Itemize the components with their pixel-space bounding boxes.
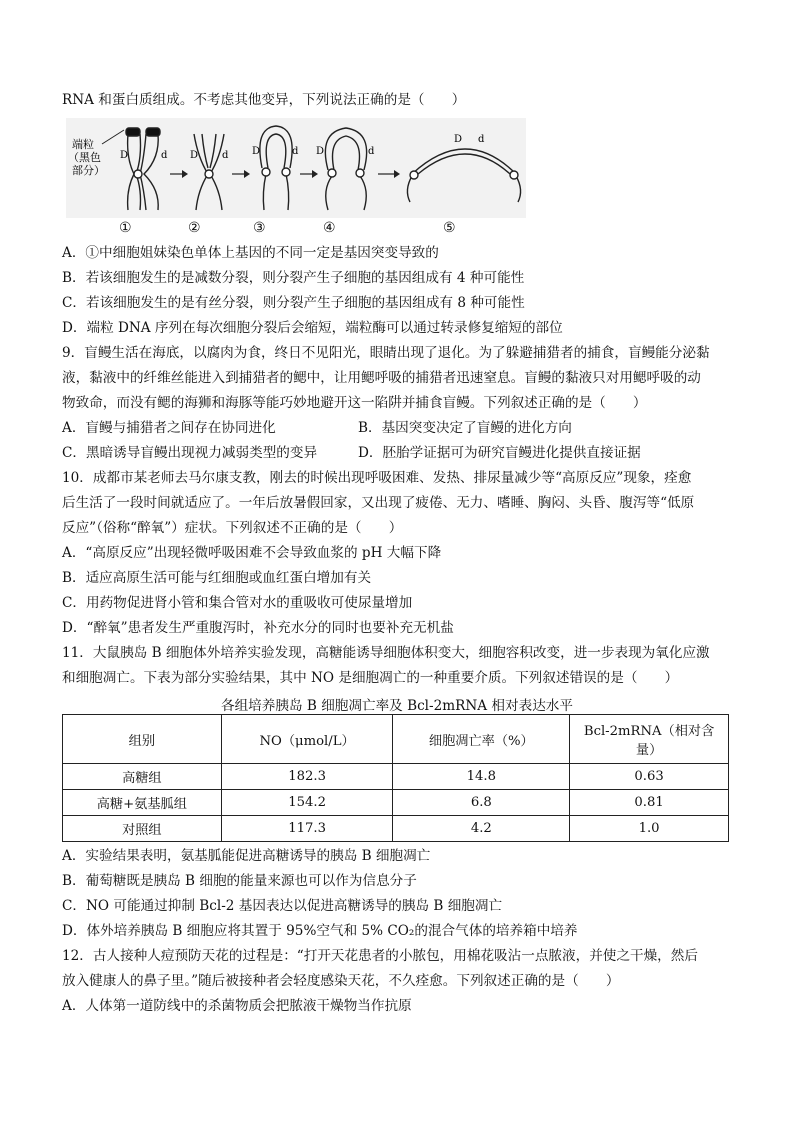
q11-option-b: B．葡萄糖既是胰岛 B 细胞的能量来源也可以作为信息分子 [62, 873, 417, 889]
q9-stem-line-3: 物致命，而没有鳃的海狮和海豚等能巧妙地避开这一陷阱并捕食盲鳗。下列叙述正确的是（ ） [62, 395, 647, 411]
q11-option-d: D．体外培养胰岛 B 细胞应将其置于 95%空气和 5% CO₂的混合气体的培养箱中培养 [62, 923, 578, 939]
header-group: 组别 [63, 715, 222, 764]
stage-label-3: ③ [253, 220, 266, 236]
q9-option-b: B．基因突变决定了盲鳗的进化方向 [358, 420, 572, 436]
q8-option-d: D．端粒 DNA 序列在每次细胞分裂后会缩短，端粒酶可以通过转录修复缩短的部位 [62, 320, 563, 336]
q8-option-c: C．若该细胞发生的是有丝分裂，则分裂产生子细胞的基因组成有 8 种可能性 [62, 295, 525, 311]
stage-label-4: ④ [323, 220, 336, 236]
q8-option-b: B．若该细胞发生的是减数分裂，则分裂产生子细胞的基因组成有 4 种可能性 [62, 270, 525, 286]
table-cell: 154.2 [221, 790, 393, 816]
q9-options-row-1 [62, 419, 572, 437]
telomere-label-line-1: 端粒 [72, 138, 94, 151]
table-header-row [63, 715, 729, 764]
q10-stem-line-3: 反应”（俗称“醉氧”）症状。下列叙述不正确的是（ ） [62, 520, 403, 536]
table-cell: 高糖组 [63, 764, 222, 790]
telomere-label-line-3: 部分） [72, 164, 105, 177]
q9-option-c: C．黑暗诱导盲鳗出现视力减弱类型的变异 [62, 445, 318, 461]
table-cell: 4.2 [393, 816, 570, 842]
header-apoptosis-rate: 细胞凋亡率（%） [393, 715, 570, 764]
stage-label-1: ① [119, 220, 132, 236]
q11-option-a: A．实验结果表明，氨基胍能促进高糖诱导的胰岛 B 细胞凋亡 [62, 848, 431, 864]
q9-options-row-2 [62, 444, 641, 462]
telomere-label-line-2: （黑色 [68, 151, 101, 164]
table-row [63, 790, 729, 816]
table-cell: 6.8 [393, 790, 570, 816]
q12-stem-line-1: 12．古人接种人痘预防天花的过程是：“打开天花患者的小脓包，用棉花吸沾一点脓液，并使之干燥，然后 [62, 948, 698, 964]
q11-option-c: C．NO 可能通过抑制 Bcl-2 基因表达以促进高糖诱导的胰岛 B 细胞凋亡 [62, 898, 503, 914]
stage-label-2: ② [188, 220, 201, 236]
apoptosis-table [62, 714, 729, 842]
table-row [63, 764, 729, 790]
q9-stem-line-1: 9．盲鳗生活在海底，以腐肉为食，终日不见阳光，眼睛出现了退化。为了躲避捕猎者的捕食，盲鳗能分泌黏 [62, 345, 710, 361]
table-cell: 14.8 [393, 764, 570, 790]
stage-5-gene-D: D [454, 134, 463, 145]
stage-5-gene-d: d [478, 134, 485, 145]
stage-label-5: ⑤ [443, 220, 456, 236]
q10-option-b: B．适应高原生活可能与红细胞或血红蛋白增加有关 [62, 570, 372, 586]
stage-1-gene-D: D [120, 150, 129, 161]
q10-option-a: A．“高原反应”出现轻微呼吸困难不会导致血浆的 pH 大幅下降 [62, 545, 442, 561]
q12-option-a: A．人体第一道防线中的杀菌物质会把脓液干燥物当作抗原 [62, 998, 412, 1014]
q12-stem-line-2: 放入健康人的鼻子里。”随后被接种者会轻度感染天花，不久痊愈。下列叙述正确的是（ ） [62, 973, 620, 989]
table-cell: 对照组 [63, 816, 222, 842]
chromosome-telomere-figure [66, 118, 526, 238]
stage-2-gene-D: D [190, 150, 199, 161]
stage-4-gene-D: D [316, 146, 325, 157]
q8-stem-line: RNA 和蛋白质组成。不考虑其他变异，下列说法正确的是（ ） [62, 92, 466, 108]
table-cell: 1.0 [570, 816, 729, 842]
table-cell: 高糖+氨基胍组 [63, 790, 222, 816]
q10-option-d: D．“醉氧”患者发生严重腹泻时，补充水分的同时也要补充无机盐 [62, 620, 454, 636]
q8-option-a: A．①中细胞姐妹染色单体上基因的不同一定是基因突变导致的 [62, 245, 439, 261]
table-cell: 182.3 [221, 764, 393, 790]
q10-stem-line-2: 后生活了一段时间就适应了。一年后放暑假回家，又出现了疲倦、无力、嗜睡、胸闷、头昏、腹泻等“低原 [62, 495, 695, 511]
stage-3-gene-D: D [252, 146, 261, 157]
stage-3-gene-d: d [292, 146, 299, 157]
header-no: NO（μmol/L） [221, 715, 393, 764]
q10-option-c: C．用药物促进肾小管和集合管对水的重吸收可使尿量增加 [62, 595, 413, 611]
table-cell: 117.3 [221, 816, 393, 842]
q11-stem-line-2: 和细胞凋亡。下表为部分实验结果，其中 NO 是细胞凋亡的一种重要介质。下列叙述错误的是（ ） [62, 670, 679, 686]
q9-option-d: D．胚胎学证据可为研究盲鳗进化提供直接证据 [358, 445, 641, 461]
table-cell: 0.63 [570, 764, 729, 790]
q9-stem-line-2: 液，黏液中的纤维丝能进入到捕猎者的鳃中，让用鳃呼吸的捕猎者迅速窒息。盲鳗的黏液只对用鳃呼吸的动 [62, 370, 701, 386]
header-bcl2-mrna: Bcl-2mRNA（相对含量） [570, 715, 729, 764]
q10-stem-line-1: 10．成都市某老师去马尔康支教，刚去的时候出现呼吸困难、发热、排尿量减少等“高原反应”现象，痊愈 [62, 470, 692, 486]
stage-2-gene-d: d [222, 150, 229, 161]
stage-1-gene-d: d [161, 150, 168, 161]
table-cell: 0.81 [570, 790, 729, 816]
stage-4-gene-d: d [368, 146, 375, 157]
table-row [63, 816, 729, 842]
q9-option-a: A．盲鳗与捕猎者之间存在协同进化 [62, 420, 276, 436]
q11-stem-line-1: 11．大鼠胰岛 B 细胞体外培养实验发现，高糖能诱导细胞体积变大，细胞容积改变，进一步表现为氧化应激 [62, 645, 710, 661]
table-caption: 各组培养胰岛 B 细胞凋亡率及 Bcl-2mRNA 相对表达水平 [221, 698, 573, 714]
